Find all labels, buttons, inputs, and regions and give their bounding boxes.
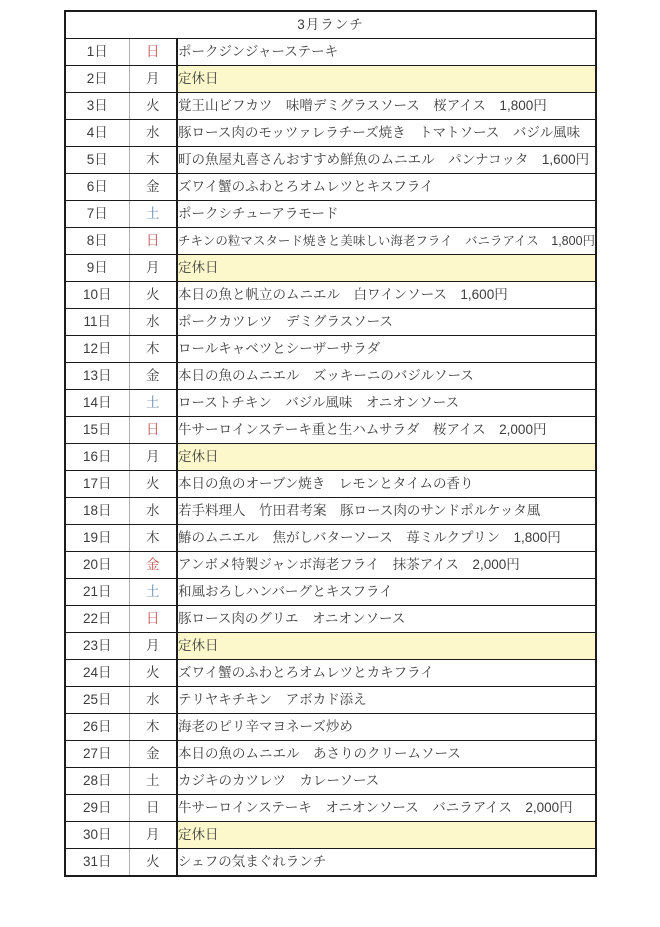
weekday-label: 日	[129, 417, 177, 444]
menu-item-text: 定休日	[177, 633, 596, 660]
menu-table-body	[65, 11, 596, 876]
date-label: 12日	[65, 336, 129, 363]
weekday-label: 水	[129, 309, 177, 336]
date-label: 9日	[65, 255, 129, 282]
menu-item-text: ズワイ蟹のふわとろオムレツとカキフライ	[177, 660, 596, 687]
menu-item-text: 定休日	[177, 66, 596, 93]
date-label: 3日	[65, 93, 129, 120]
weekday-label: 金	[129, 174, 177, 201]
menu-row	[65, 309, 596, 336]
menu-item-text: ポークカツレツ デミグラスソース	[177, 309, 596, 336]
menu-item-text: 豚ロース肉のモッツァレラチーズ焼き トマトソース バジル風味	[177, 120, 596, 147]
menu-item-text: 本日の魚のムニエル あさりのクリームソース	[177, 741, 596, 768]
menu-row	[65, 444, 596, 471]
weekday-label: 月	[129, 255, 177, 282]
weekday-label: 火	[129, 282, 177, 309]
date-label: 1日	[65, 39, 129, 66]
menu-row	[65, 822, 596, 849]
lunch-menu-table	[64, 10, 597, 877]
date-label: 20日	[65, 552, 129, 579]
menu-item-text: 本日の魚のオーブン焼き レモンとタイムの香り	[177, 471, 596, 498]
weekday-label: 木	[129, 336, 177, 363]
date-label: 31日	[65, 849, 129, 877]
date-label: 29日	[65, 795, 129, 822]
menu-item-text: 覚王山ビフカツ 味噌デミグラスソース 桜アイス 1,800円	[177, 93, 596, 120]
menu-row	[65, 849, 596, 877]
menu-row	[65, 471, 596, 498]
weekday-label: 月	[129, 66, 177, 93]
menu-row	[65, 714, 596, 741]
menu-item-text: 本日の魚と帆立のムニエル 白ワインソース 1,600円	[177, 282, 596, 309]
menu-row	[65, 66, 596, 93]
menu-row	[65, 741, 596, 768]
menu-row	[65, 660, 596, 687]
menu-item-text: 定休日	[177, 822, 596, 849]
menu-item-text: 定休日	[177, 255, 596, 282]
weekday-label: 火	[129, 849, 177, 877]
date-label: 30日	[65, 822, 129, 849]
date-label: 16日	[65, 444, 129, 471]
menu-row	[65, 228, 596, 255]
date-label: 18日	[65, 498, 129, 525]
menu-row	[65, 525, 596, 552]
weekday-label: 水	[129, 120, 177, 147]
menu-row	[65, 606, 596, 633]
date-label: 13日	[65, 363, 129, 390]
menu-row	[65, 768, 596, 795]
menu-item-text: ズワイ蟹のふわとろオムレツとキスフライ	[177, 174, 596, 201]
menu-item-text: 豚ロース肉のグリエ オニオンソース	[177, 606, 596, 633]
weekday-label: 日	[129, 228, 177, 255]
menu-item-text: 本日の魚のムニエル ズッキーニのバジルソース	[177, 363, 596, 390]
date-label: 21日	[65, 579, 129, 606]
weekday-label: 月	[129, 633, 177, 660]
date-label: 28日	[65, 768, 129, 795]
menu-item-text: 若手料理人 竹田君考案 豚ロース肉のサンドポルケッタ風	[177, 498, 596, 525]
menu-item-text: アンボメ特製ジャンボ海老フライ 抹茶アイス 2,000円	[177, 552, 596, 579]
menu-row	[65, 363, 596, 390]
menu-item-text: 町の魚屋丸喜さんおすすめ鮮魚のムニエル パンナコッタ 1,600円	[177, 147, 596, 174]
menu-row	[65, 93, 596, 120]
menu-row	[65, 633, 596, 660]
date-label: 27日	[65, 741, 129, 768]
menu-row	[65, 390, 596, 417]
weekday-label: 土	[129, 768, 177, 795]
weekday-label: 日	[129, 795, 177, 822]
weekday-label: 月	[129, 444, 177, 471]
menu-item-text: 牛サーロインステーキ オニオンソース バニラアイス 2,000円	[177, 795, 596, 822]
menu-row	[65, 174, 596, 201]
weekday-label: 木	[129, 525, 177, 552]
menu-row	[65, 201, 596, 228]
weekday-label: 金	[129, 552, 177, 579]
weekday-label: 土	[129, 579, 177, 606]
menu-item-text: 和風おろしハンバーグとキスフライ	[177, 579, 596, 606]
date-label: 24日	[65, 660, 129, 687]
weekday-label: 月	[129, 822, 177, 849]
weekday-label: 日	[129, 39, 177, 66]
weekday-label: 金	[129, 741, 177, 768]
date-label: 22日	[65, 606, 129, 633]
weekday-label: 火	[129, 93, 177, 120]
menu-item-text: テリヤキチキン アボカド添え	[177, 687, 596, 714]
date-label: 26日	[65, 714, 129, 741]
menu-row	[65, 282, 596, 309]
date-label: 11日	[65, 309, 129, 336]
date-label: 8日	[65, 228, 129, 255]
menu-item-text: 定休日	[177, 444, 596, 471]
date-label: 10日	[65, 282, 129, 309]
weekday-label: 木	[129, 714, 177, 741]
date-label: 25日	[65, 687, 129, 714]
date-label: 2日	[65, 66, 129, 93]
date-label: 4日	[65, 120, 129, 147]
date-label: 6日	[65, 174, 129, 201]
date-label: 14日	[65, 390, 129, 417]
weekday-label: 土	[129, 201, 177, 228]
menu-row	[65, 795, 596, 822]
weekday-label: 火	[129, 660, 177, 687]
menu-row	[65, 39, 596, 66]
weekday-label: 土	[129, 390, 177, 417]
date-label: 23日	[65, 633, 129, 660]
menu-row	[65, 336, 596, 363]
title-row	[65, 11, 596, 39]
menu-item-text: ロールキャベツとシーザーサラダ	[177, 336, 596, 363]
menu-row	[65, 147, 596, 174]
weekday-label: 水	[129, 498, 177, 525]
menu-item-text: シェフの気まぐれランチ	[177, 849, 596, 877]
menu-row	[65, 498, 596, 525]
menu-item-text: ポークシチューアラモード	[177, 201, 596, 228]
menu-item-text: チキンの粒マスタード焼きと美味しい海老フライ バニラアイス 1,800円	[177, 228, 596, 255]
date-label: 19日	[65, 525, 129, 552]
menu-row	[65, 552, 596, 579]
menu-item-text: 牛サーロインステーキ重と生ハムサラダ 桜アイス 2,000円	[177, 417, 596, 444]
menu-item-text: 鰆のムニエル 焦がしバターソース 苺ミルクプリン 1,800円	[177, 525, 596, 552]
menu-row	[65, 120, 596, 147]
weekday-label: 木	[129, 147, 177, 174]
menu-row	[65, 255, 596, 282]
menu-row	[65, 687, 596, 714]
date-label: 17日	[65, 471, 129, 498]
menu-item-text: 海老のピリ辛マヨネーズ炒め	[177, 714, 596, 741]
weekday-label: 日	[129, 606, 177, 633]
date-label: 5日	[65, 147, 129, 174]
date-label: 7日	[65, 201, 129, 228]
weekday-label: 金	[129, 363, 177, 390]
weekday-label: 水	[129, 687, 177, 714]
menu-row	[65, 579, 596, 606]
menu-item-text: カジキのカツレツ カレーソース	[177, 768, 596, 795]
page-title: 3月ランチ	[65, 11, 596, 39]
menu-item-text: ローストチキン バジル風味 オニオンソース	[177, 390, 596, 417]
menu-row	[65, 417, 596, 444]
menu-item-text: ポークジンジャーステーキ	[177, 39, 596, 66]
date-label: 15日	[65, 417, 129, 444]
weekday-label: 火	[129, 471, 177, 498]
